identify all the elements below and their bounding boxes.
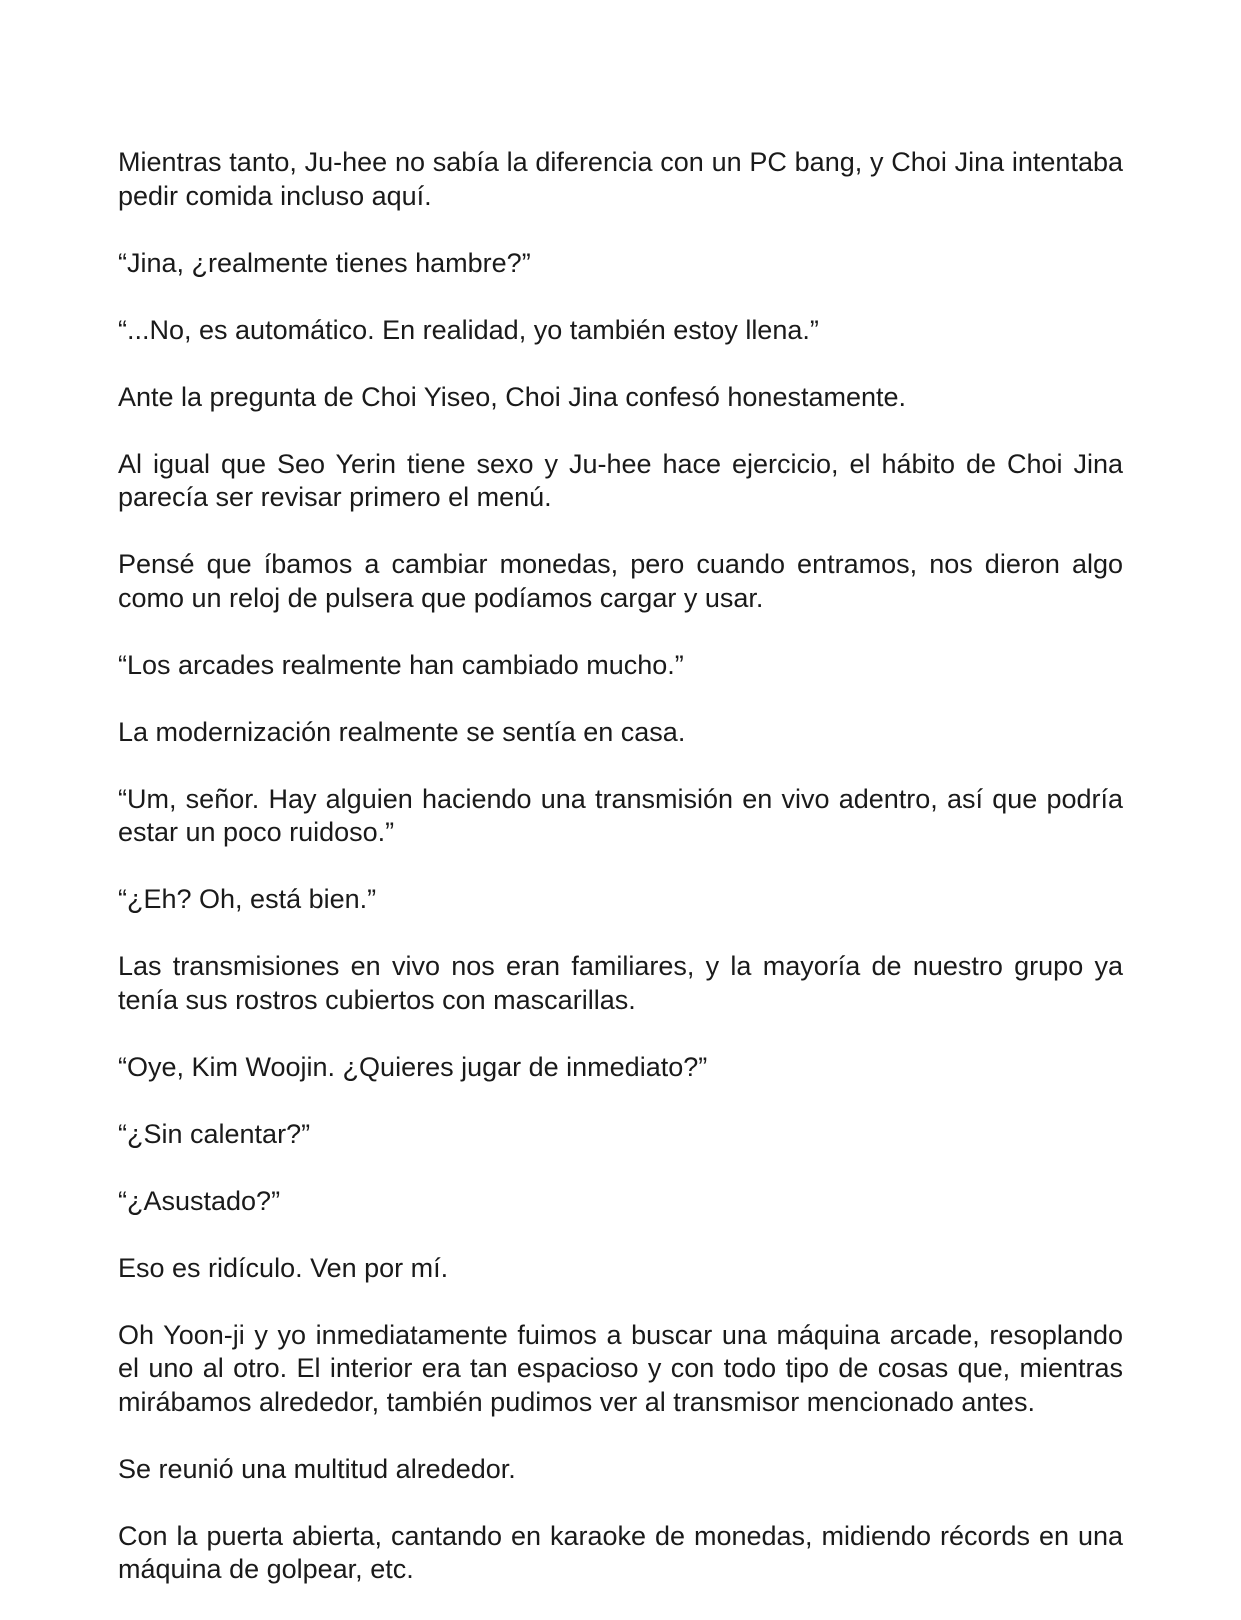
paragraph: Eso es ridículo. Ven por mí. [118,1252,449,1283]
paragraph: Se reunió una multitud alrededor. [118,1453,516,1484]
paragraph: Ante la pregunta de Choi Yiseo, Choi Jina confesó honestamente. [118,381,907,412]
document-body [118,146,1123,1620]
paragraph: Las transmisiones en vivo nos eran familiares, y la mayoría de nuestro grupo ya tenía sus rostros cubiertos con mascarillas. [118,951,1123,1015]
paragraph: Pensé que íbamos a cambiar monedas, pero cuando entramos, nos dieron algo como un reloj de pulsera que podíamos cargar y usar. [118,549,1123,613]
paragraph: “Oye, Kim Woojin. ¿Quieres jugar de inmediato?” [118,1051,708,1082]
paragraph: “¿Eh? Oh, está bien.” [118,884,377,914]
paragraph: Con la puerta abierta, cantando en karaoke de monedas, midiendo récords en una máquina de golpear, etc. [118,1520,1123,1584]
paragraph: “¿Sin calentar?” [118,1118,311,1149]
paragraph: “...No, es automático. En realidad, yo también estoy llena.” [118,314,819,345]
paragraph: “Jina, ¿realmente tienes hambre?” [118,247,531,278]
paragraph: “Los arcades realmente han cambiado mucho.” [118,649,684,680]
paragraph: Al igual que Seo Yerin tiene sexo y Ju-hee hace ejercicio, el hábito de Choi Jina parecía ser revisar primero el menú. [118,448,1123,512]
paragraph: Mientras tanto, Ju-hee no sabía la diferencia con un PC bang, y Choi Jina intentaba pedir comida incluso aquí. [118,147,1123,211]
paragraph: La modernización realmente se sentía en casa. [118,716,686,747]
paragraph: Oh Yoon-ji y yo inmediatamente fuimos a buscar una máquina arcade, resoplando el uno al otro. El interior era tan espacioso y con todo tipo de cosas que, mientras mirábamos alrededor, también pudimos ver al transmisor mencionado antes. [118,1319,1123,1417]
paragraph: “¿Asustado?” [118,1185,281,1216]
paragraph: “Um, señor. Hay alguien haciendo una transmisión en vivo adentro, así que podría estar un poco ruidoso.” [118,783,1123,847]
